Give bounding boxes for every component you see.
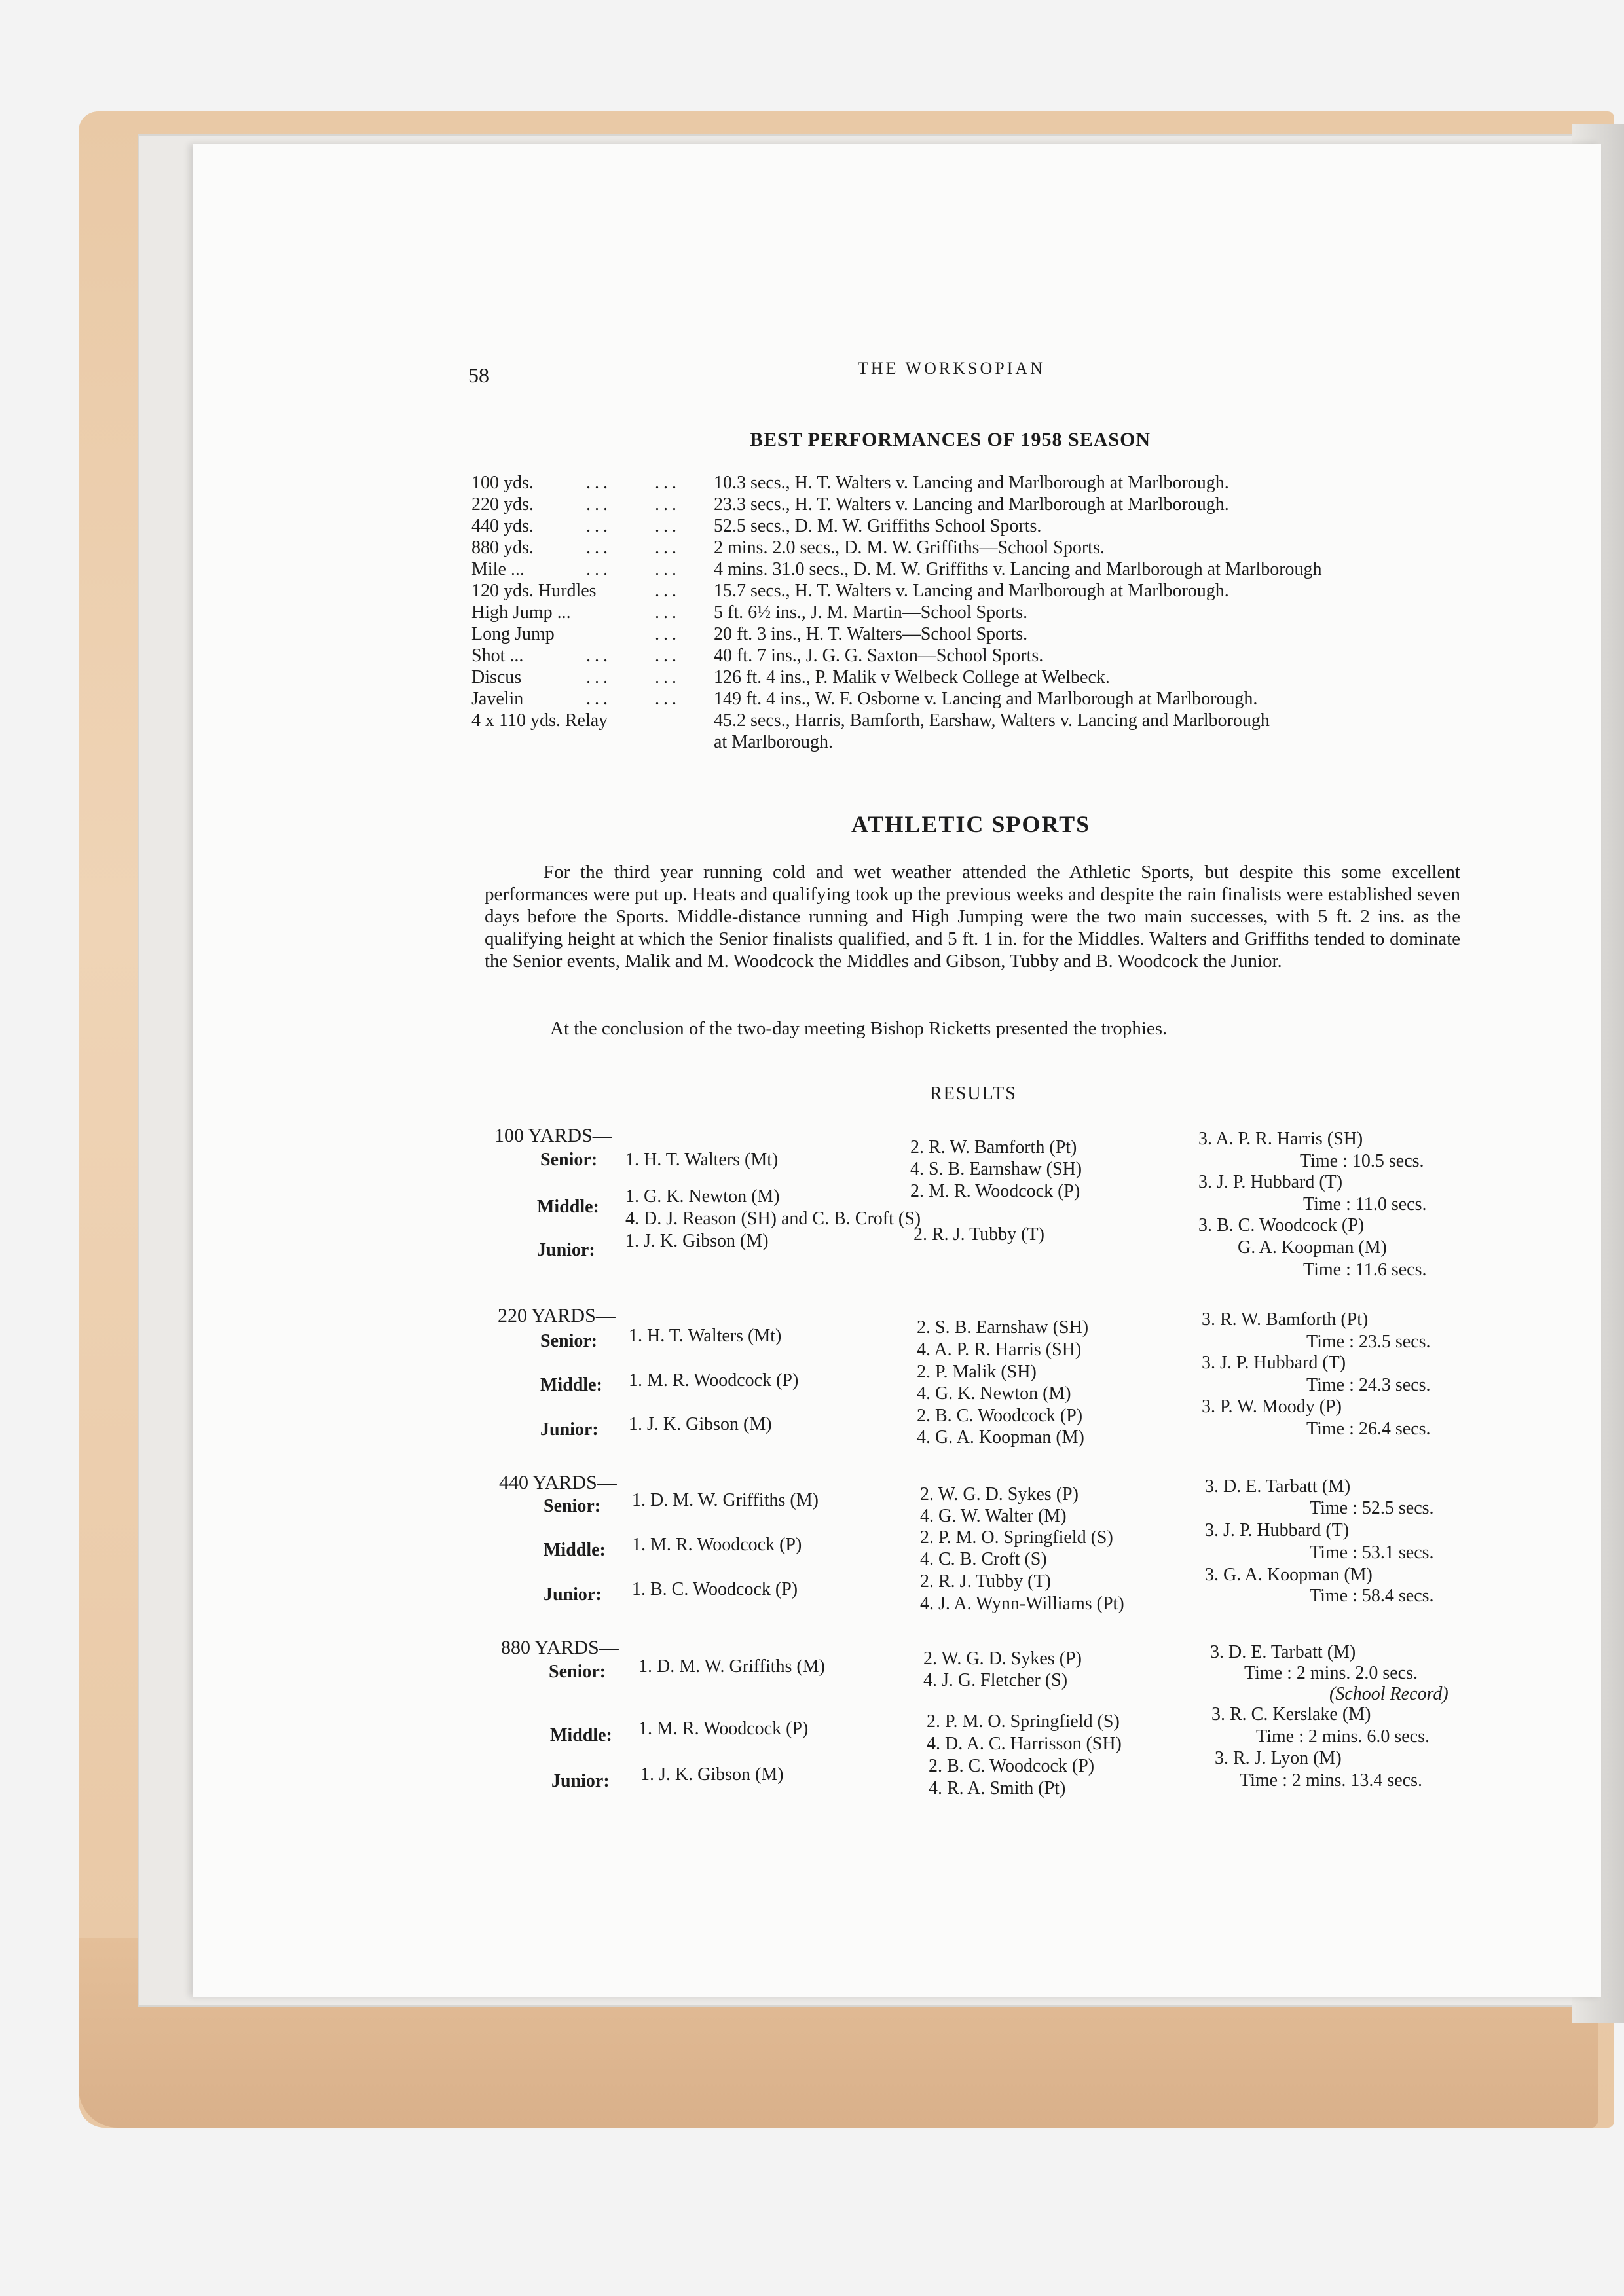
result-first: 1. H. T. Walters (Mt) — [629, 1326, 782, 1346]
result-first: 1. D. M. W. Griffiths (M) — [632, 1490, 819, 1510]
category-label: Senior: — [549, 1662, 606, 1682]
result-second: 2. P. M. O. Springfield (S) — [920, 1527, 1113, 1548]
best-row — [471, 516, 1467, 538]
result-second: 2. R. J. Tubby (T) — [913, 1224, 1044, 1245]
leader-dots: ... — [586, 473, 612, 493]
best-performance: 10.3 secs., H. T. Walters v. Lancing and Marlborough at Marlborough. — [714, 473, 1229, 493]
leader-dots: ... — [655, 689, 680, 709]
result-second: 2. M. R. Woodcock (P) — [910, 1181, 1080, 1201]
category-label: Junior: — [540, 1419, 599, 1440]
best-event: 100 yds. — [471, 473, 534, 493]
category-label: Middle: — [544, 1540, 606, 1560]
best-performance: 2 mins. 2.0 secs., D. M. W. Griffiths—School Sports. — [714, 538, 1105, 558]
result-first: 1. M. R. Woodcock (P) — [632, 1535, 802, 1555]
result-third: 3. D. E. Tarbatt (M) — [1205, 1476, 1351, 1497]
result-third: 3. A. P. R. Harris (SH) — [1198, 1129, 1363, 1149]
result-time: Time : 23.5 secs. — [1306, 1332, 1431, 1352]
best-row — [471, 667, 1467, 689]
best-performance: 149 ft. 4 ins., W. F. Osborne v. Lancing and Marlborough at Marlborough. — [714, 689, 1258, 709]
result-fourth: 4. G. A. Koopman (M) — [917, 1427, 1084, 1448]
result-fourth: 4. J. G. Fletcher (S) — [923, 1670, 1068, 1690]
leader-dots: ... — [586, 538, 612, 558]
best-event: Long Jump — [471, 624, 555, 644]
best-event: 880 yds. — [471, 538, 534, 558]
result-time: Time : 2 mins. 13.4 secs. — [1240, 1770, 1422, 1791]
result-fourth: 4. D. A. C. Harrisson (SH) — [927, 1734, 1122, 1754]
category-label: Middle: — [550, 1725, 612, 1745]
best-event: Mile ... — [471, 559, 525, 579]
leader-dots: ... — [655, 538, 680, 558]
result-third: 3. J. P. Hubbard (T) — [1205, 1520, 1350, 1540]
best-performance: 23.3 secs., H. T. Walters v. Lancing and Marlborough at Marlborough. — [714, 494, 1229, 515]
result-fourth: 4. G. K. Newton (M) — [917, 1383, 1071, 1404]
best-row — [471, 473, 1467, 494]
document-page — [193, 144, 1601, 1997]
result-time: Time : 10.5 secs. — [1300, 1151, 1424, 1171]
leader-dots: ... — [586, 689, 612, 709]
result-time: Time : 53.1 secs. — [1310, 1542, 1434, 1563]
event-title: 440 YARDS— — [499, 1472, 617, 1493]
conclusion-paragraph: At the conclusion of the two-day meeting Bishop Ricketts presented the trophies. — [550, 1018, 1168, 1039]
result-first: 1. H. T. Walters (Mt) — [625, 1150, 779, 1170]
event-title: 220 YARDS— — [498, 1305, 616, 1326]
result-third: 3. R. C. Kerslake (M) — [1211, 1704, 1371, 1724]
result-first: 1. B. C. Woodcock (P) — [632, 1579, 798, 1599]
best-performance: at Marlborough. — [714, 732, 833, 752]
best-row — [471, 624, 1467, 646]
best-performance: 20 ft. 3 ins., H. T. Walters—School Sports. — [714, 624, 1028, 644]
best-performances-table — [471, 473, 1467, 754]
result-time: Time : 26.4 secs. — [1306, 1419, 1431, 1439]
best-row — [471, 646, 1467, 667]
best-performance: 45.2 secs., Harris, Bamforth, Earshaw, Walters v. Lancing and Marlborough — [714, 710, 1270, 731]
leader-dots: ... — [655, 602, 680, 623]
result-first: 1. M. R. Woodcock (P) — [638, 1719, 809, 1739]
result-third: 3. P. W. Moody (P) — [1202, 1396, 1342, 1417]
best-row — [471, 538, 1467, 559]
result-second: 2. B. C. Woodcock (P) — [917, 1406, 1083, 1426]
result-second: 2. W. G. D. Sykes (P) — [920, 1484, 1079, 1504]
running-head: THE WORKSOPIAN — [858, 359, 1045, 378]
result-first: 1. M. R. Woodcock (P) — [629, 1370, 799, 1391]
leader-dots: ... — [655, 646, 680, 666]
event-title: 100 YARDS— — [494, 1125, 612, 1146]
leader-dots: ... — [655, 667, 680, 687]
result-third: 3. G. A. Koopman (M) — [1205, 1565, 1373, 1585]
result-second: 2. W. G. D. Sykes (P) — [923, 1649, 1082, 1669]
leader-dots: ... — [655, 494, 680, 515]
results-title: RESULTS — [930, 1084, 1017, 1104]
result-first: 1. J. K. Gibson (M) — [640, 1764, 784, 1785]
result-second: 2. S. B. Earnshaw (SH) — [917, 1317, 1089, 1338]
result-time: Time : 11.6 secs. — [1303, 1260, 1427, 1280]
best-row — [471, 494, 1467, 516]
athletic-sports-paragraph: For the third year running cold and wet weather attended the Athletic Sports, but despite this some excellent performances were put up. Heats and qualifying took up the previous weeks and despite the rain finalists were established seven days before the Sports. Middle-distance running and High Jumping were the two main successes, with 5 ft. 2 ins. as the qualifying height at which the Senior finalists qualified, and 5 ft. 1 in. for the Middles. Walters and Griffiths tended to dominate the Senior events, Malik and M. Woodcock the Middles and Gibson, Tubby and B. Woodcock the Junior. — [485, 862, 1460, 972]
best-row — [471, 689, 1467, 710]
result-third-tie: G. A. Koopman (M) — [1238, 1237, 1387, 1258]
best-event: Shot ... — [471, 646, 524, 666]
leader-dots: ... — [655, 624, 680, 644]
category-label: Middle: — [537, 1197, 599, 1217]
result-second: 2. R. J. Tubby (T) — [920, 1571, 1051, 1592]
page-number: 58 — [468, 363, 489, 387]
result-time: Time : 2 mins. 6.0 secs. — [1256, 1726, 1430, 1747]
leader-dots: ... — [586, 516, 612, 536]
result-fourth: 4. R. A. Smith (Pt) — [929, 1778, 1066, 1798]
result-second: 2. R. W. Bamforth (Pt) — [910, 1137, 1077, 1157]
category-label: Senior: — [540, 1331, 598, 1351]
category-label: Senior: — [544, 1496, 601, 1516]
result-fourth: 4. S. B. Earnshaw (SH) — [910, 1159, 1082, 1179]
result-fourth: 4. A. P. R. Harris (SH) — [917, 1339, 1082, 1360]
leader-dots: ... — [586, 559, 612, 579]
result-third: 3. J. P. Hubbard (T) — [1198, 1172, 1343, 1192]
result-first: 1. G. K. Newton (M) — [625, 1186, 780, 1207]
best-row — [471, 581, 1467, 602]
leader-dots: ... — [655, 473, 680, 493]
best-event: High Jump ... — [471, 602, 571, 623]
leader-dots: ... — [655, 559, 680, 579]
best-row — [471, 602, 1467, 624]
result-third: 3. R. J. Lyon (M) — [1215, 1748, 1342, 1768]
result-time: Time : 2 mins. 2.0 secs. — [1244, 1663, 1418, 1683]
result-time: Time : 52.5 secs. — [1310, 1498, 1434, 1518]
leader-dots: ... — [586, 667, 612, 687]
category-label: Senior: — [540, 1150, 598, 1170]
category-label: Junior: — [537, 1240, 595, 1260]
best-event: 440 yds. — [471, 516, 534, 536]
best-event: 220 yds. — [471, 494, 534, 515]
category-label: Junior: — [544, 1584, 602, 1605]
result-first: 1. J. K. Gibson (M) — [629, 1414, 772, 1434]
result-third: 3. B. C. Woodcock (P) — [1198, 1215, 1365, 1235]
leader-dots: ... — [655, 581, 680, 601]
best-event: 120 yds. Hurdles — [471, 581, 597, 601]
best-event: Discus — [471, 667, 522, 687]
leader-dots: ... — [586, 646, 612, 666]
best-row — [471, 732, 1467, 754]
result-time: Time : 24.3 secs. — [1306, 1375, 1431, 1395]
result-time: Time : 58.4 secs. — [1310, 1586, 1434, 1606]
result-second: 2. P. Malik (SH) — [917, 1362, 1037, 1382]
best-performance: 15.7 secs., H. T. Walters v. Lancing and Marlborough at Marlborough. — [714, 581, 1229, 601]
result-third: 3. R. W. Bamforth (Pt) — [1202, 1309, 1369, 1330]
result-second: 2. B. C. Woodcock (P) — [929, 1756, 1095, 1776]
athletic-sports-title: ATHLETIC SPORTS — [851, 811, 1091, 837]
best-event: Javelin — [471, 689, 524, 709]
result-fourth: 4. J. A. Wynn-Williams (Pt) — [920, 1594, 1124, 1614]
leader-dots: ... — [586, 494, 612, 515]
result-fourth: 4. G. W. Walter (M) — [920, 1506, 1067, 1526]
result-third: 3. D. E. Tarbatt (M) — [1210, 1642, 1356, 1662]
result-third: 3. J. P. Hubbard (T) — [1202, 1353, 1346, 1373]
result-first: 1. J. K. Gibson (M) — [625, 1231, 769, 1251]
best-event: 4 x 110 yds. Relay — [471, 710, 608, 731]
result-fourth: 4. C. B. Croft (S) — [920, 1549, 1047, 1569]
event-title: 880 YARDS— — [501, 1637, 619, 1658]
best-performance: 5 ft. 6½ ins., J. M. Martin—School Sports. — [714, 602, 1028, 623]
category-label: Middle: — [540, 1375, 602, 1395]
best-row — [471, 559, 1467, 581]
best-performance: 52.5 secs., D. M. W. Griffiths School Sports. — [714, 516, 1042, 536]
result-fourth: 4. D. J. Reason (SH) and C. B. Croft (S) — [625, 1209, 921, 1229]
category-label: Junior: — [551, 1771, 610, 1791]
school-record-note: (School Record) — [1329, 1684, 1449, 1704]
leader-dots: ... — [655, 516, 680, 536]
best-performance: 40 ft. 7 ins., J. G. G. Saxton—School Sports. — [714, 646, 1044, 666]
result-second: 2. P. M. O. Springfield (S) — [927, 1711, 1120, 1732]
best-performances-title: BEST PERFORMANCES OF 1958 SEASON — [750, 429, 1151, 450]
result-time: Time : 11.0 secs. — [1303, 1194, 1427, 1214]
result-first: 1. D. M. W. Griffiths (M) — [638, 1656, 825, 1677]
best-performance: 4 mins. 31.0 secs., D. M. W. Griffiths v. Lancing and Marlborough at Marlborough — [714, 559, 1322, 579]
best-performance: 126 ft. 4 ins., P. Malik v Welbeck College at Welbeck. — [714, 667, 1110, 687]
best-row — [471, 710, 1467, 732]
